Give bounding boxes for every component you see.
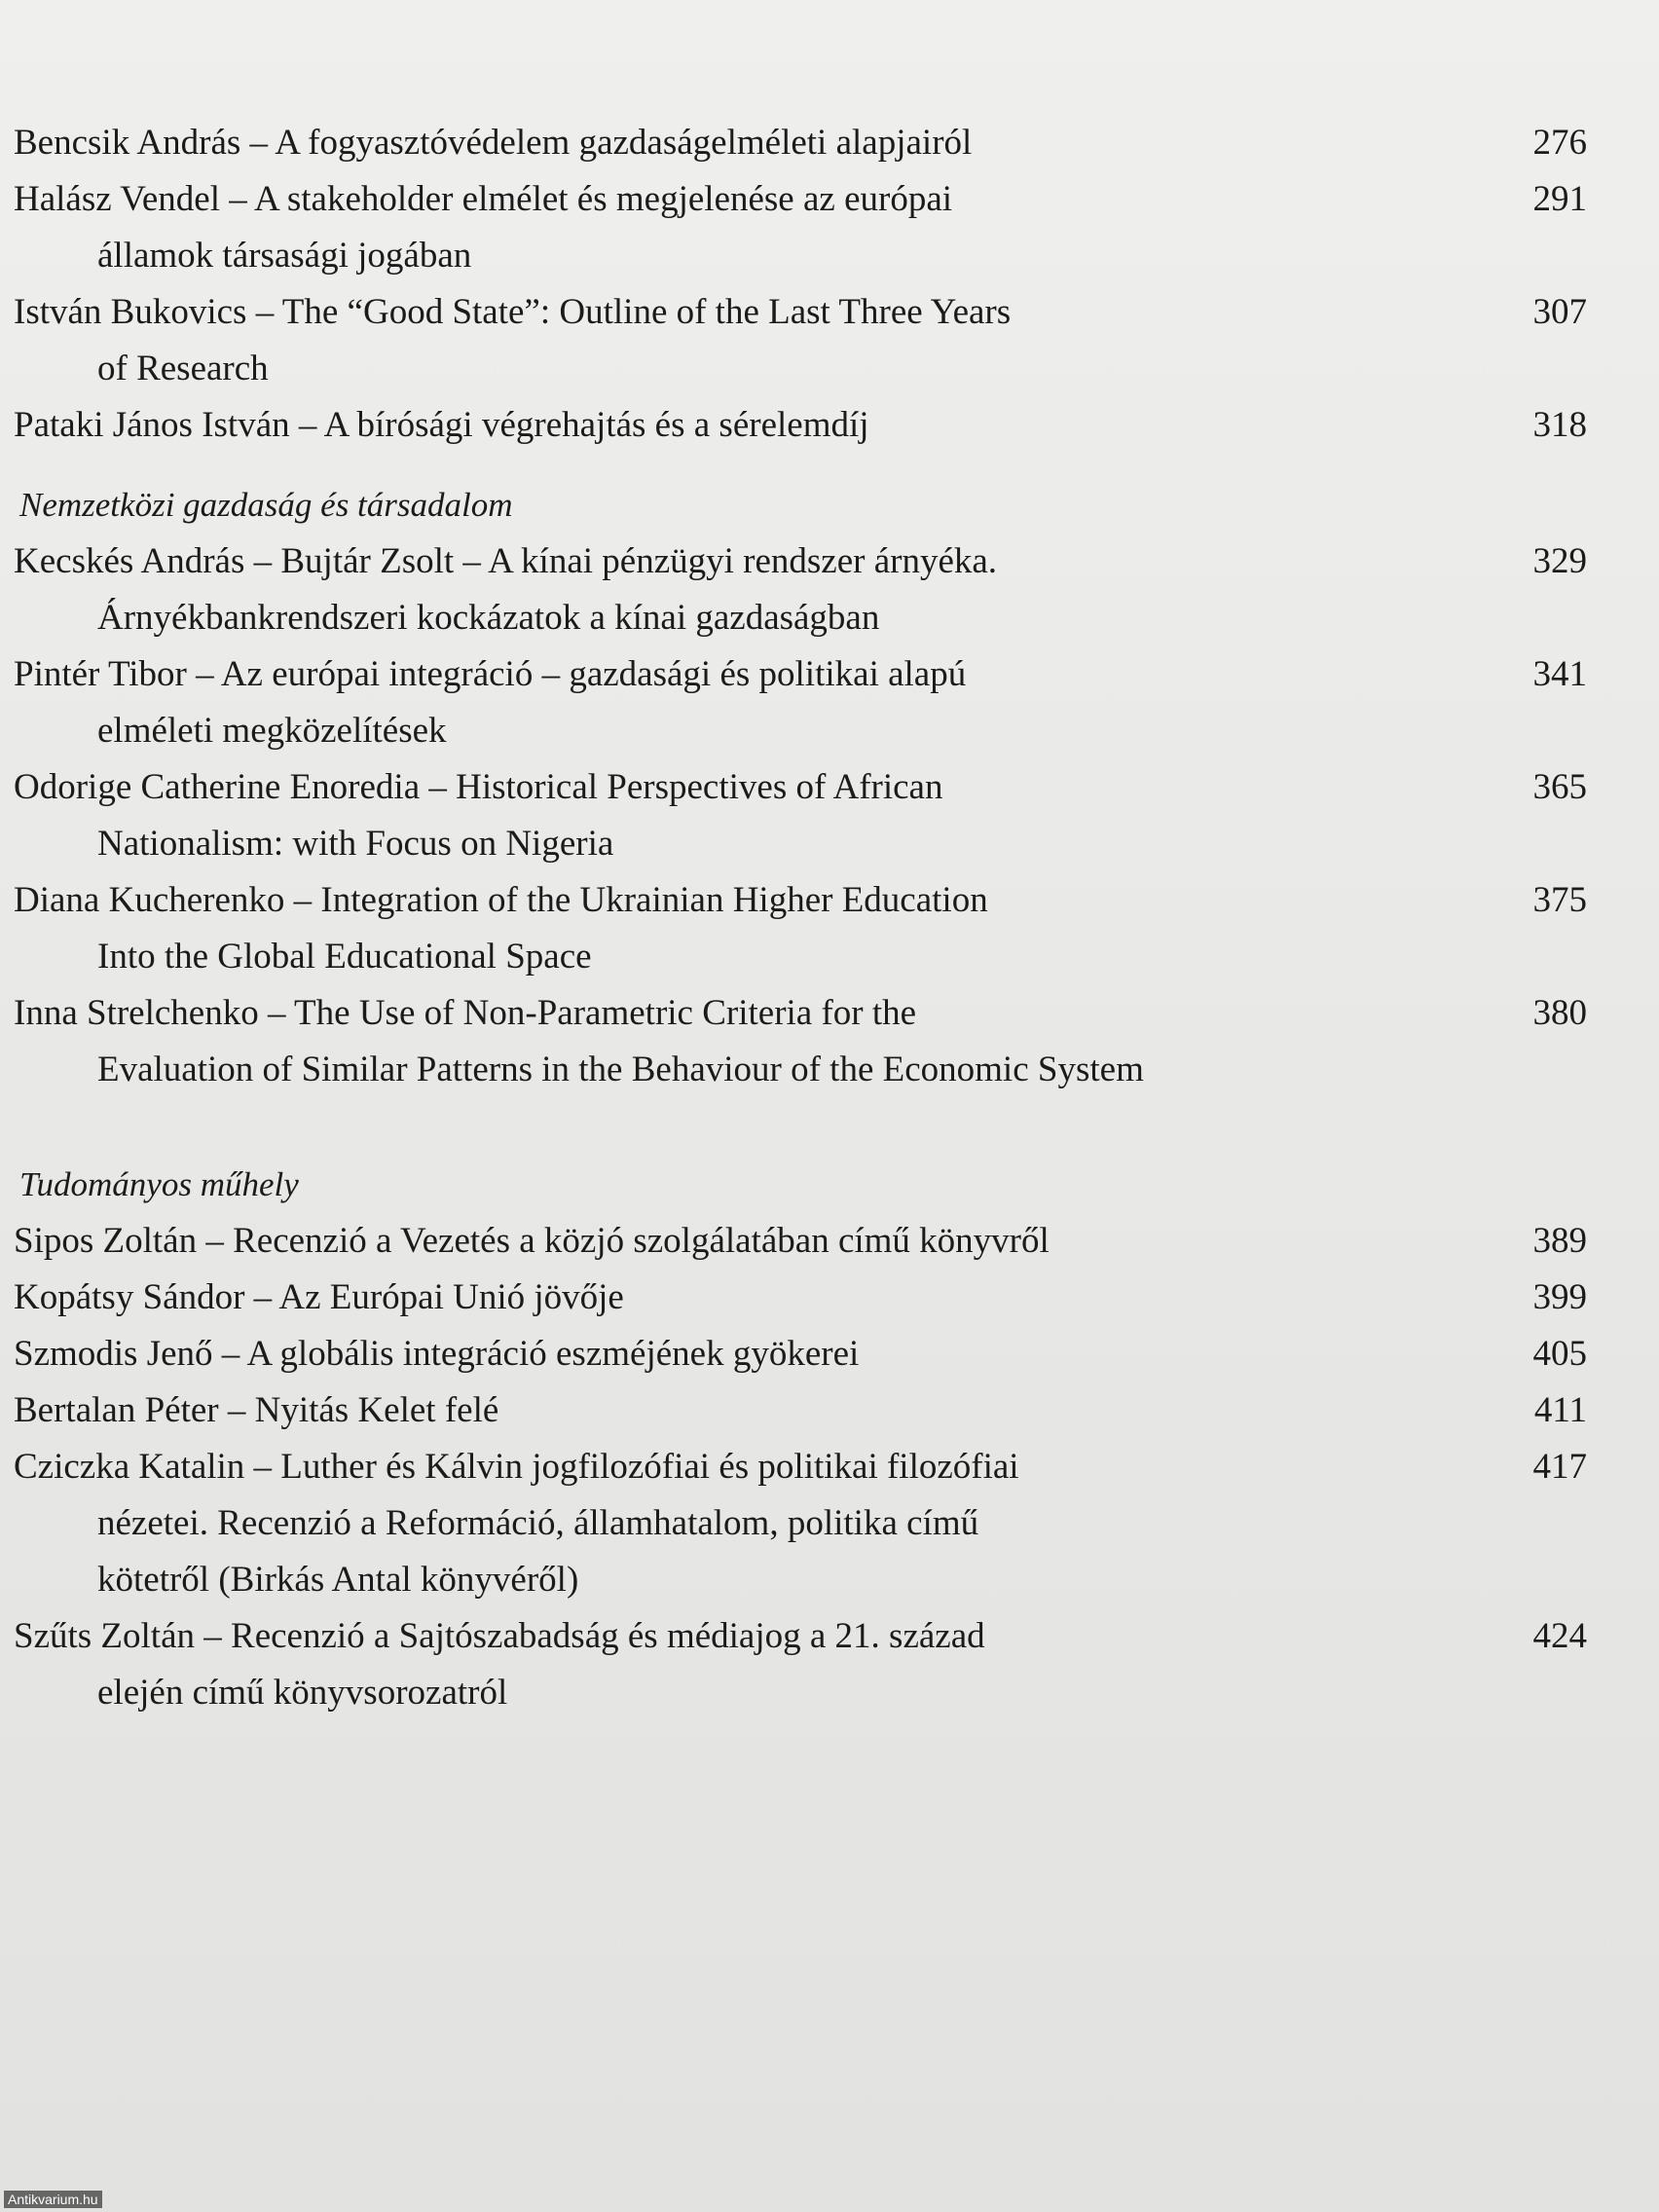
toc-entry-title (14, 1382, 1610, 1439)
toc-entry-title (14, 534, 1610, 646)
entry-line: Cziczka Katalin – Luther és Kálvin jogfilozófiai és politikai filozófiai (14, 1447, 1019, 1487)
entry-line: Szűts Zoltán – Recenzió a Sajtószabadság és médiajog a 21. század (14, 1616, 985, 1656)
toc-entry (14, 1213, 1610, 1270)
entry-line: Inna Strelchenko – The Use of Non-Parametric Criteria for the (14, 993, 917, 1033)
entry-continuation-line: Árnyékbankrendszeri kockázatok a kínai gazdaságban (97, 598, 880, 638)
page-number: 380 (1532, 993, 1587, 1033)
toc-entry (14, 646, 1610, 759)
entry-continuation-line: Into the Global Educational Space (97, 937, 592, 977)
toc-entry-title (14, 1439, 1610, 1608)
toc-entry (14, 534, 1610, 646)
page-number: 307 (1532, 292, 1587, 332)
toc-entry-title (14, 397, 1610, 454)
entry-line: Kecskés András – Bujtár Zsolt – A kínai pénzügyi rendszer árnyéka. (14, 541, 998, 581)
entry-line: Diana Kucherenko – Integration of the Ukrainian Higher Education (14, 880, 988, 920)
toc-entry (14, 985, 1610, 1098)
entry-line: Halász Vendel – A stakeholder elmélet és megjelenése az európai (14, 179, 953, 219)
toc-entry-title (14, 985, 1610, 1098)
entry-continuation-line: kötetről (Birkás Antal könyvéről) (97, 1560, 579, 1600)
entry-continuation-line: elején című könyvsorozatról (97, 1673, 508, 1713)
toc-entry (14, 759, 1610, 872)
entry-continuation-line: államok társasági jogában (97, 236, 472, 276)
toc-entry (14, 1608, 1610, 1721)
toc-entry-title (14, 759, 1610, 872)
entry-continuation-line: Nationalism: with Focus on Nigeria (97, 824, 614, 864)
section-title: Nemzetközi gazdaság és társadalom (19, 486, 513, 524)
page-number: 405 (1532, 1334, 1587, 1374)
page-number: 276 (1532, 123, 1587, 163)
toc-entry (14, 1439, 1610, 1608)
entry-continuation-line: elméleti megközelítések (97, 711, 447, 751)
toc-entry (14, 1270, 1610, 1326)
section-title: Tudományos műhely (19, 1165, 299, 1203)
toc-entry-title (14, 171, 1610, 284)
toc-entry (14, 872, 1610, 985)
page-number: 417 (1532, 1447, 1587, 1487)
toc-entry (14, 171, 1610, 284)
page-number: 291 (1532, 179, 1587, 219)
page-number: 318 (1532, 405, 1587, 445)
page-number: 424 (1532, 1616, 1587, 1656)
toc-entry-title (14, 1608, 1610, 1721)
toc-entry-title (14, 1213, 1610, 1270)
toc-entry (14, 115, 1610, 171)
entry-line: Sipos Zoltán – Recenzió a Vezetés a közjó szolgálatában című könyvről (14, 1221, 1050, 1261)
toc-entry (14, 397, 1610, 454)
page-number: 411 (1533, 1390, 1587, 1430)
page-number: 399 (1532, 1277, 1587, 1317)
toc-entry-title (14, 646, 1610, 759)
entry-line: Pintér Tibor – Az európai integráció – gazdasági és politikai alapú (14, 654, 967, 694)
page-number: 365 (1532, 767, 1587, 807)
toc-entry (14, 1326, 1610, 1382)
table-of-contents (14, 115, 1610, 1721)
toc-entry-title (14, 284, 1610, 397)
entry-line: Bertalan Péter – Nyitás Kelet felé (14, 1390, 499, 1430)
page-number: 341 (1532, 654, 1587, 694)
watermark: Antikvarium.hu (4, 2191, 102, 2208)
toc-entry (14, 284, 1610, 397)
entry-line: István Bukovics – The “Good State”: Outline of the Last Three Years (14, 292, 1012, 332)
entry-line: Pataki János István – A bírósági végrehajtás és a sérelemdíj (14, 405, 869, 445)
section-spacer (14, 454, 1610, 477)
page-number: 329 (1532, 541, 1587, 581)
toc-entry-title (14, 1270, 1610, 1326)
page-number: 389 (1532, 1221, 1587, 1261)
toc-entry-title (14, 115, 1610, 171)
entry-line: Szmodis Jenő – A globális integráció eszméjének gyökerei (14, 1334, 860, 1374)
section-spacer (14, 1098, 1610, 1157)
entry-line: Odorige Catherine Enoredia – Historical Perspectives of African (14, 767, 943, 807)
toc-entry-title (14, 872, 1610, 985)
entry-continuation-line: of Research (97, 349, 269, 388)
entry-continuation-line: nézetei. Recenzió a Reformáció, államhatalom, politika című (97, 1503, 979, 1543)
entry-continuation-line: Evaluation of Similar Patterns in the Behaviour of the Economic System (97, 1050, 1144, 1089)
entry-line: Kopátsy Sándor – Az Európai Unió jövője (14, 1277, 624, 1317)
toc-entry (14, 1382, 1610, 1439)
page-number: 375 (1532, 880, 1587, 920)
toc-entry-title (14, 1326, 1610, 1382)
entry-line: Bencsik András – A fogyasztóvédelem gazdaságelméleti alapjairól (14, 123, 973, 163)
